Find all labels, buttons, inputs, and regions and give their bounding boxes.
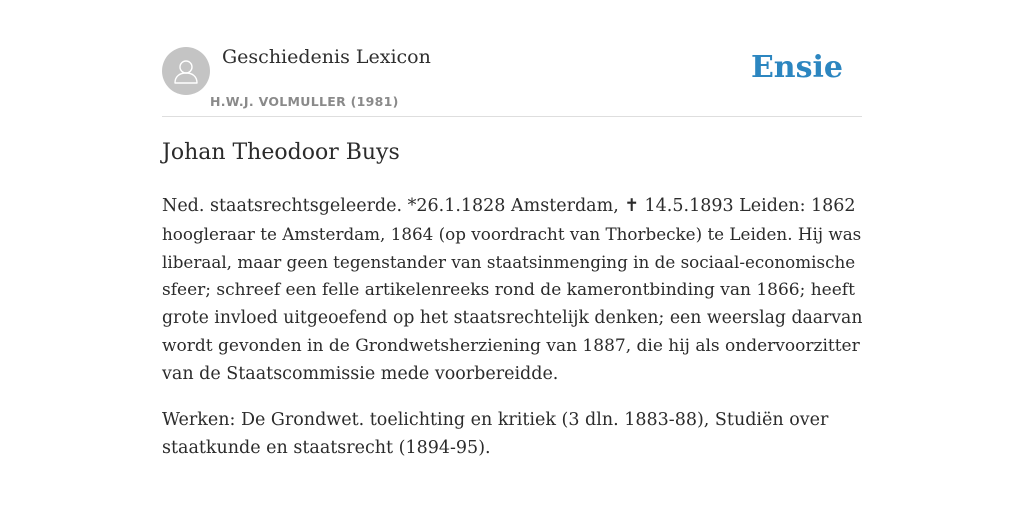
source-author[interactable]: H.W.J. VOLMULLER (1981): [210, 94, 399, 109]
paragraph-line: wordt gevonden in de Grondwetsherziening van 1887, die hij als ondervoorzitter: [162, 336, 860, 356]
avatar[interactable]: [162, 47, 210, 95]
paragraph-line: staatkunde en staatsrecht (1894-95).: [162, 438, 491, 458]
paragraph-line: sfeer; schreef een felle artikelenreeks rond de kamerontbinding van 1866; heeft: [162, 280, 855, 300]
entry-title: Johan Theodoor Buys: [162, 140, 400, 165]
entry-paragraph: [162, 192, 862, 388]
paragraph-line: grote invloed uitgeoefend op het staatsrechtelijk denken; een weerslag daarvan: [162, 308, 863, 328]
paragraph-line: van de Staatscommissie mede voorbereidde.: [162, 364, 559, 384]
entry-body: [162, 192, 862, 480]
entry-paragraph-works: [162, 406, 862, 462]
source-header: [162, 44, 862, 117]
paragraph-line: hoogleraar te Amsterdam, 1864 (op voordracht van Thorbecke) te Leiden. Hij was: [162, 224, 862, 244]
ensie-logo[interactable]: Ensie: [750, 50, 843, 85]
paragraph-line: Ned. staatsrechtsgeleerde. *26.1.1828 Amsterdam, ✝ 14.5.1893 Leiden: 1862: [162, 196, 856, 216]
source-title[interactable]: Geschiedenis Lexicon: [222, 46, 431, 68]
user-icon: [171, 56, 201, 86]
paragraph-line: liberaal, maar geen tegenstander van staatsinmenging in de sociaal-economische: [162, 252, 856, 272]
paragraph-line: Werken: De Grondwet. toelichting en kritiek (3 dln. 1883-88), Studiën over: [162, 410, 829, 430]
